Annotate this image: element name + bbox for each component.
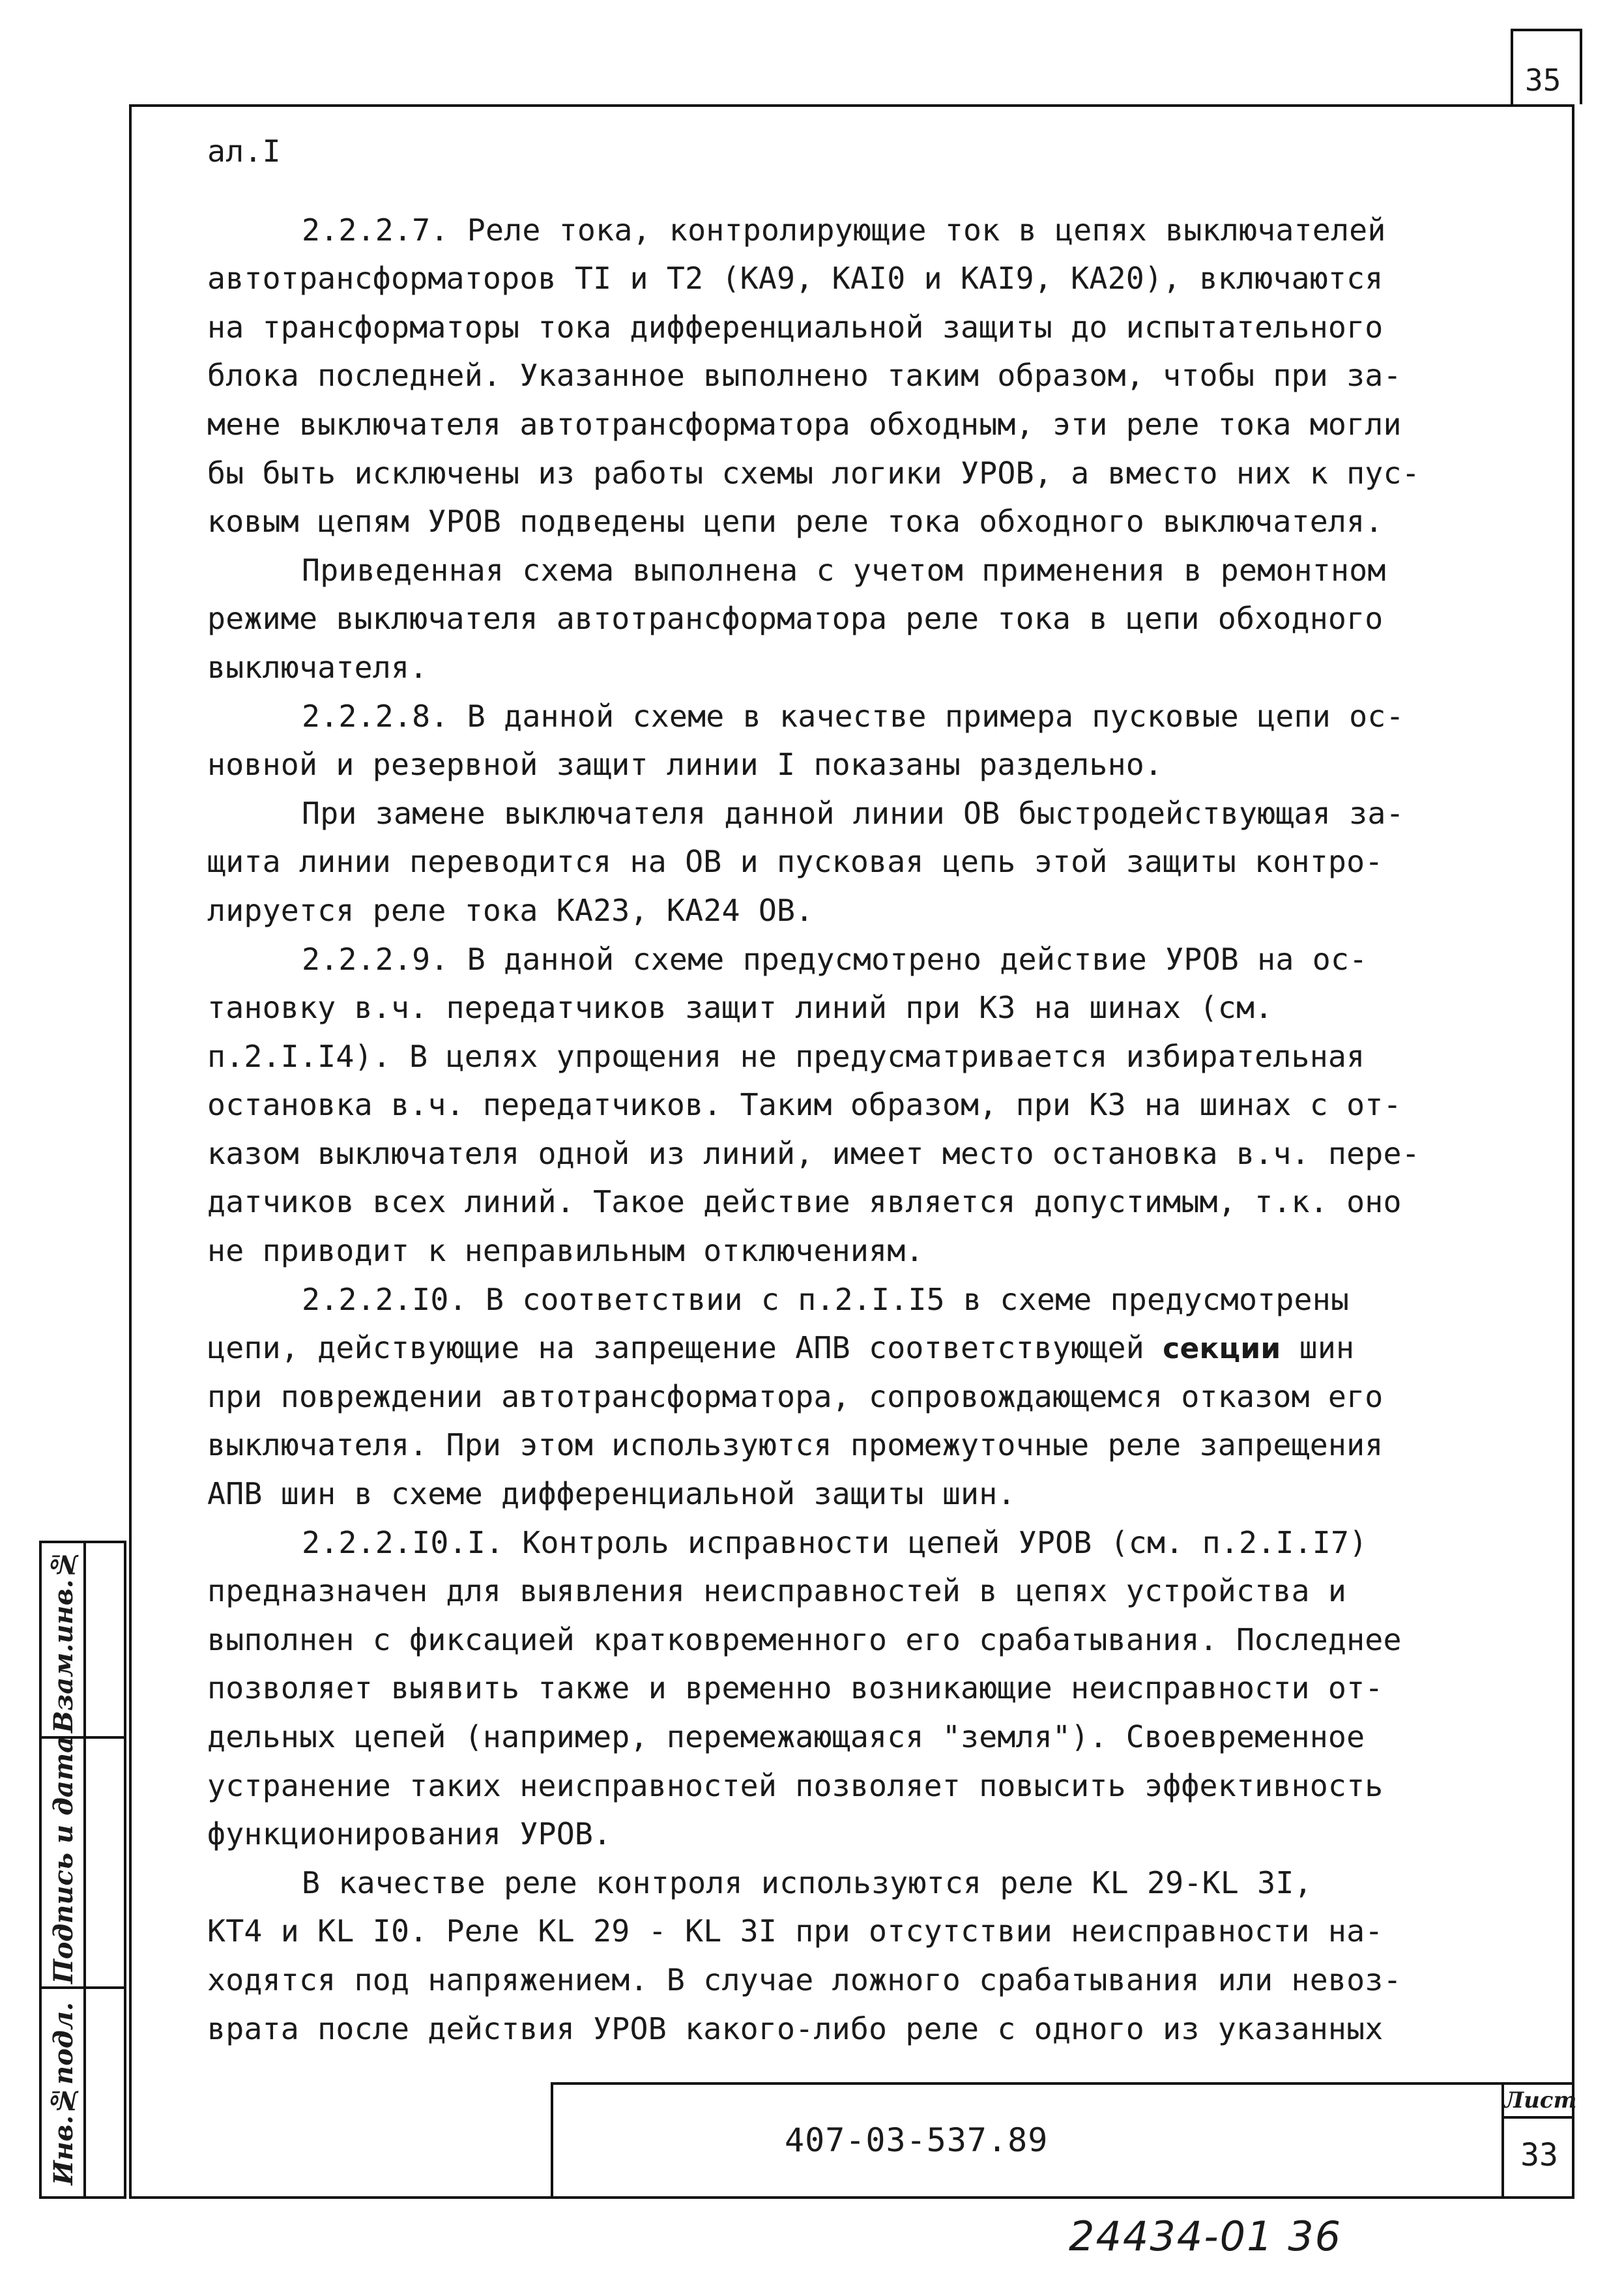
text-line: автотрансформаторов TI и T2 (KA9, KAI0 и KAI9, KA20), включаются bbox=[207, 261, 1384, 297]
page-corner-number bbox=[1511, 29, 1582, 104]
side-stamp-row-line bbox=[42, 1986, 124, 1989]
text-line: 2.2.2.7. Реле тока, контролирующие ток в цепях выключателей bbox=[302, 212, 1386, 248]
text-line: остановка в.ч. передатчиков. Таким образом, при КЗ на шинах с от- bbox=[207, 1087, 1402, 1123]
text-line: функционирования УРОВ. bbox=[207, 1816, 612, 1852]
title-block bbox=[551, 2082, 1577, 2199]
text-line: При замене выключателя данной линии ОВ быстродействующая за- bbox=[302, 795, 1404, 831]
text-line: на трансформаторы тока дифференциальной защиты до испытательного bbox=[207, 309, 1384, 345]
side-stamp-strip bbox=[39, 1541, 126, 2199]
text-line: мене выключателя автотрансформатора обходным, эти реле тока могли bbox=[207, 406, 1402, 442]
signature-date-label: Подпись и дата bbox=[48, 1735, 79, 1984]
text-line: ковым цепям УРОВ подведены цепи реле тока обходного выключателя. bbox=[207, 504, 1384, 540]
text-line: при повреждении автотрансформатора, сопровождающемся отказом его bbox=[207, 1378, 1384, 1414]
text-line bbox=[207, 1324, 1524, 1372]
text-line: 2.2.2.I0. В соответствии с п.2.I.I5 в схеме предусмотрены bbox=[302, 1281, 1350, 1317]
text-line: датчиков всех линий. Такое действие является допустимым, т.к. оно bbox=[207, 1184, 1402, 1220]
text-line: 2.2.2.8. В данной схеме в качестве примера пусковые цепи ос- bbox=[302, 698, 1404, 734]
text-line: ходятся под напряжением. В случае ложного срабатывания или невоз- bbox=[207, 1962, 1402, 1997]
side-stamp-divider bbox=[83, 1543, 86, 2196]
text-line: 2.2.2.9. В данной схеме предусмотрено действие УРОВ на ос- bbox=[302, 941, 1368, 977]
swap-inventory-label: Взам.инв.№ bbox=[48, 1548, 79, 1734]
text-line: бы быть исключены из работы схемы логики УРОВ, а вместо них к пус- bbox=[207, 455, 1420, 491]
text-line: казом выключателя одной из линий, имеет место остановка в.ч. пере- bbox=[207, 1135, 1420, 1171]
text-line: KT4 и KL I0. Реле KL 29 - KL 3I при отсутствии неисправности на- bbox=[207, 1913, 1384, 1949]
text-line: дельных цепей (например, перемежающаяся "земля"). Своевременное bbox=[207, 1719, 1365, 1754]
document-code: 407-03-537.89 bbox=[785, 2121, 1049, 2159]
sheet-number: 33 bbox=[1520, 2137, 1558, 2173]
text-line: Приведенная схема выполнена с учетом применения в ремонтном bbox=[302, 552, 1386, 588]
text-line: тановку в.ч. передатчиков защит линий при КЗ на шинах (см. bbox=[207, 990, 1273, 1026]
text-line: режиме выключателя автотрансформатора реле тока в цепи обходного bbox=[207, 601, 1384, 637]
text-line: п.2.I.I4). В целях упрощения не предусматривается избирательная bbox=[207, 1038, 1365, 1074]
text-line: лируется реле тока KA23, KA24 ОВ. bbox=[207, 892, 814, 928]
text-line: 2.2.2.I0.I. Контроль исправности цепей УРОВ (см. п.2.I.I7) bbox=[302, 1524, 1368, 1560]
document-body bbox=[207, 127, 1524, 2053]
text-line: блока последней. Указанное выполнено таким образом, чтобы при за- bbox=[207, 358, 1402, 394]
text-segment: шин bbox=[1281, 1330, 1355, 1366]
bold-word: секции bbox=[1163, 1332, 1281, 1366]
text-line: выполнен с фиксацией кратковременного его срабатывания. Последнее bbox=[207, 1621, 1402, 1657]
text-line: щита линии переводится на ОВ и пусковая цепь этой защиты контро- bbox=[207, 844, 1384, 880]
handwritten-note: 24434-01 36 bbox=[1069, 2213, 1342, 2260]
sheet-cell bbox=[1501, 2085, 1577, 2199]
text-segment: цепи, действующие на запрещение АПВ соответствующей bbox=[207, 1330, 1163, 1366]
original-inventory-label: Инв.№подл. bbox=[48, 2002, 79, 2186]
text-line: В качестве реле контроля используются реле KL 29-KL 3I, bbox=[302, 1865, 1312, 1900]
text-line: новной и резервной защит линии I показаны раздельно. bbox=[207, 747, 1163, 783]
body-text bbox=[207, 206, 1524, 2054]
text-line: АПВ шин в схеме дифференциальной защиты шин. bbox=[207, 1476, 1016, 1512]
text-line: врата после действия УРОВ какого-либо реле с одного из указанных bbox=[207, 2010, 1384, 2046]
text-line: выключателя. bbox=[207, 649, 428, 685]
text-line: устранение таких неисправностей позволяет повысить эффективность bbox=[207, 1767, 1384, 1803]
text-line: предназначен для выявления неисправностей в цепях устройства и bbox=[207, 1573, 1347, 1609]
sheet-header-label: ал.I bbox=[207, 134, 281, 169]
text-line: позволяет выявить также и временно возникающие неисправности от- bbox=[207, 1670, 1384, 1706]
text-line: выключателя. При этом используются промежуточные реле запрещения bbox=[207, 1427, 1384, 1463]
page-corner-number-text: 35 bbox=[1525, 63, 1561, 98]
text-line: не приводит к неправильным отключениям. bbox=[207, 1233, 924, 1269]
sheet-label: Лист bbox=[1504, 2085, 1574, 2119]
